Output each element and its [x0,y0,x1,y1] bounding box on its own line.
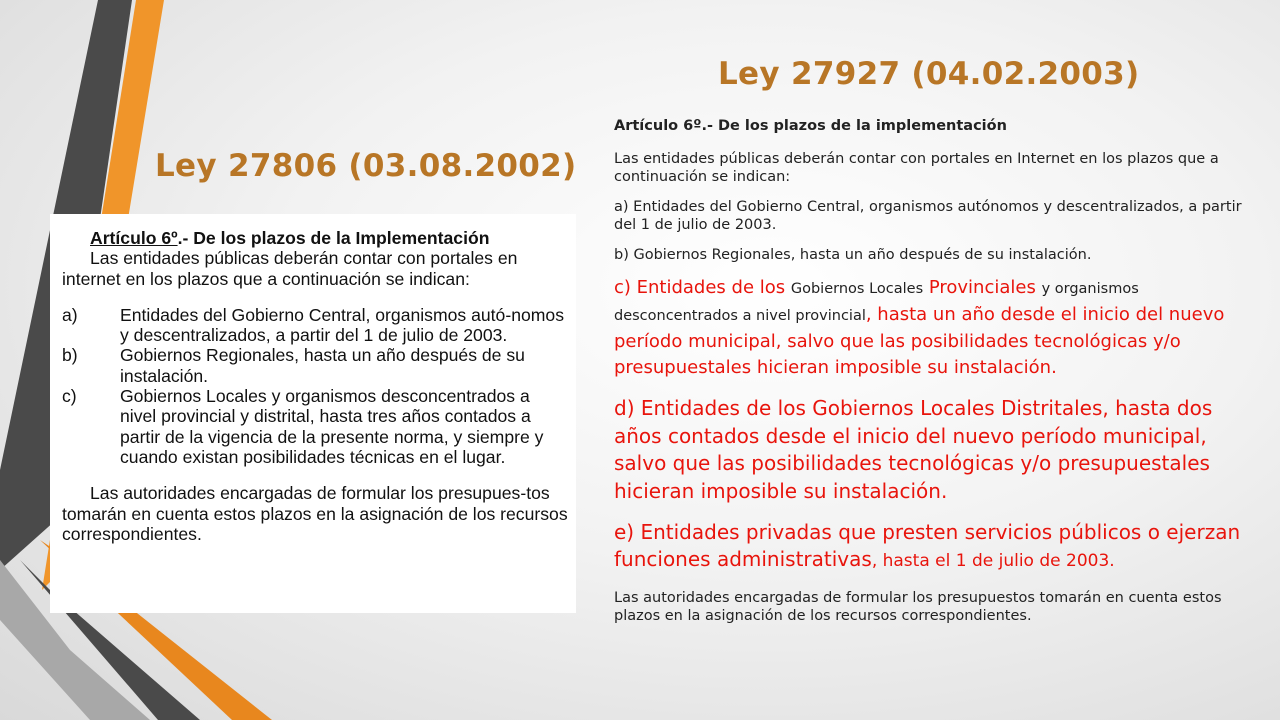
item-e-tail: , hasta el 1 de julio de 2003. [871,551,1115,571]
scan-final-paragraph: Las autoridades encargadas de formular los presupues-tos tomarán en cuenta estos plazos en la asignación de los recursos correspondientes. [62,483,568,544]
item-c-part-3: Provinciales [923,277,1042,298]
right-title: Ley 27927 (04.02.2003) [718,56,1140,92]
article-item-b: b) Gobiernos Regionales, hasta un año después de su instalación. [614,247,1092,263]
scan-item-list [62,305,568,467]
article-item-e [614,519,1254,575]
scanned-article-image [50,214,576,613]
item-c-part-5: , hasta un año desde el inicio del nuevo período municipal, salvo que las posibilidades tecnológicas y/o presupuestales hicieran imposible su instalación. [614,304,1225,378]
scan-intro: Las entidades públicas deberán contar con portales en internet en los plazos que a continuación se indican: [62,248,518,289]
item-e-main: e) Entidades privadas que presten servicios públicos o ejerzan funciones administrativas [614,520,1241,571]
scan-item-b: b) Gobiernos Regionales, hasta un año después de su instalación. [62,345,525,386]
article-text-panel [614,116,1254,625]
article-item-c [614,275,1254,381]
item-c-part-1: c) Entidades de los [614,277,791,298]
item-c-part-2: Gobiernos Locales [790,281,924,297]
item-c-part-4: y organismos desconcentrados a nivel provincial [614,281,1139,324]
scan-heading-article: Artículo 6º [90,228,178,248]
article-heading: Artículo 6º.- De los plazos de la implementación [614,118,1007,134]
scan-item-c: c) Gobiernos Locales y organismos desconcentrados a nivel provincial y distrital, hasta tres años contados a partir de la vigencia de la presente norma, y siempre y cuando existan posibilidades técnicas en el lugar. [62,386,544,467]
scan-heading-rest: .- De los plazos de la Implementación [177,228,490,248]
article-item-a: a) Entidades del Gobierno Central, organismos autónomos y descentralizados, a partir del 1 de julio de 2003. [614,199,1242,233]
article-item-d: d) Entidades de los Gobiernos Locales Distritales, hasta dos años contados desde el inicio del nuevo período municipal, salvo que las posibilidades tecnológicas y/o presupuestales hicieran imposible su instalación. [614,396,1213,503]
article-intro: Las entidades públicas deberán contar con portales en Internet en los plazos que a continuación se indican: [614,151,1219,185]
left-title: Ley 27806 (03.08.2002) [155,148,577,184]
scan-heading [62,228,568,248]
scan-item-a: a) Entidades del Gobierno Central, organismos autó-nomos y descentralizados, a partir del 1 de julio de 2003. [62,304,565,346]
article-closing: Las autoridades encargadas de formular los presupuestos tomarán en cuenta estos plazos en la asignación de los recursos correspondientes. [614,590,1222,624]
